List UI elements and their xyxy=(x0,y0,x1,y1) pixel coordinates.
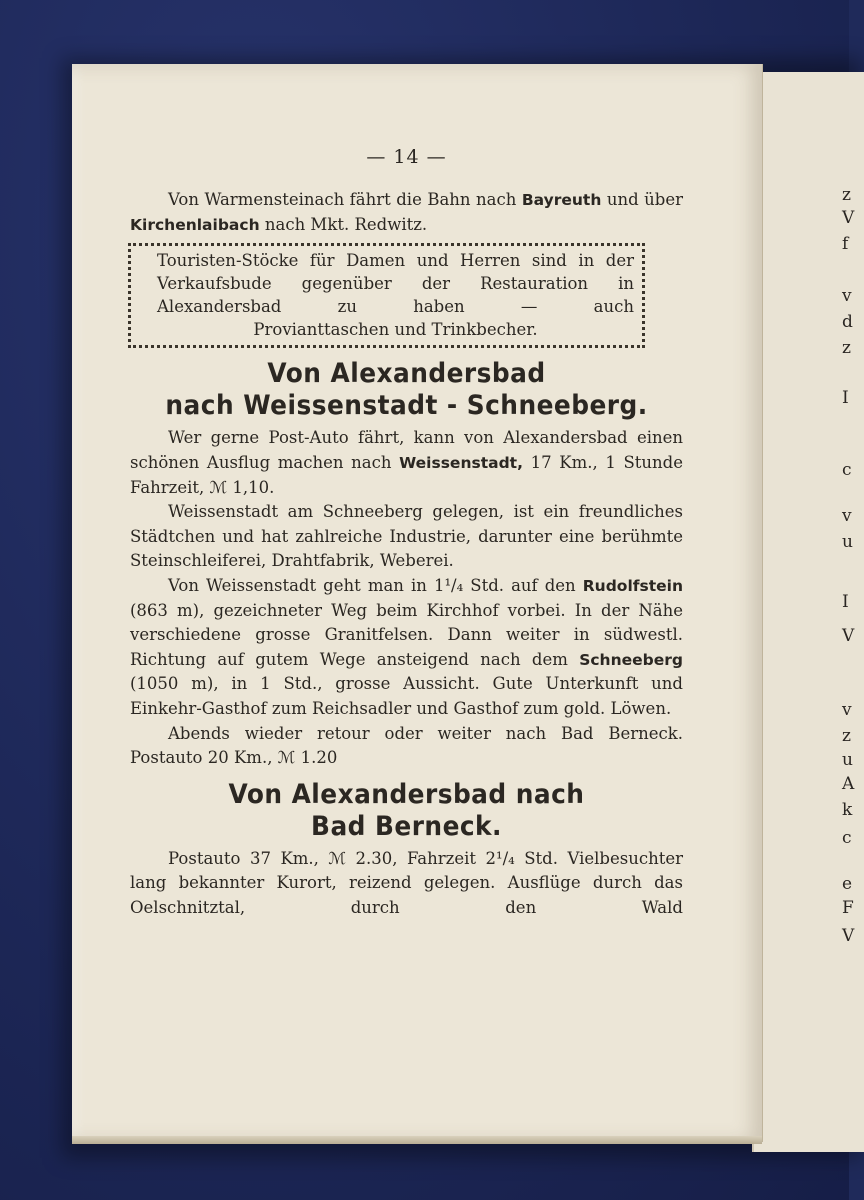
section2-paragraph-1: Postauto 37 Km., ℳ 2.30, Fahrzeit 2¹/₄ Std. Vielbesuchter lang bekannter Kurort, reizend gelegen. Ausflüge durch das Oelschnitztal, durch den Wald xyxy=(130,848,683,917)
section2-heading-line1: Von Alexandersbad nach xyxy=(228,778,585,810)
next-page-fragment: V xyxy=(842,626,855,646)
next-page-fragment: A xyxy=(842,774,855,794)
section1-paragraph-2: Weissenstadt am Schneeberg gelegen, ist ein freundliches Städtchen und hat zahlreiche Industrie, darunter eine berühmte Steinschleiferei, Drahtfabrik, Weberei. xyxy=(130,502,683,571)
next-page-fragment: F xyxy=(842,898,854,918)
next-page-fragment: z xyxy=(842,726,851,746)
next-page-fragment: I xyxy=(842,592,849,612)
next-page-fragment: k xyxy=(842,800,853,820)
section1-p3-text-3: (1050 m), in 1 Std., grosse Aussicht. Gute Unterkunft und Einkehr-Gasthof zum Reichsadler und Gasthof zum gold. Löwen. xyxy=(130,674,683,718)
page-content xyxy=(130,140,683,920)
next-page-fragment: u xyxy=(842,750,853,770)
next-page-fragment: c xyxy=(842,460,852,480)
place-weissenstadt: Weissenstadt, xyxy=(399,453,523,472)
intro-text-2: und über xyxy=(606,190,684,209)
place-bayreuth: Bayreuth xyxy=(521,191,602,209)
place-rudolfstein: Rudolfstein xyxy=(582,576,683,595)
section1-p3-text-1: Von Weissenstadt geht man in 1¹/₄ Std. auf den xyxy=(168,575,576,595)
section1-p3-text-2: (863 m), gezeichneter Weg beim Kirchhof vorbei. In der Nähe verschiedene grosse Granitfelsen. Dann weiter in südwestl. Richtung auf gutem Wege ansteigend nach dem xyxy=(130,600,683,669)
section1-p1-text-1: Wer gerne Post-Auto fährt, kann von Alexandersbad einen schönen Ausflug machen nach xyxy=(130,428,683,472)
next-page-fragment: d xyxy=(842,312,853,332)
next-page-fragment: V xyxy=(842,208,855,228)
intro-text-1: Von Warmensteinach fährt die Bahn nach xyxy=(168,190,517,209)
next-page-fragment: z xyxy=(842,185,851,205)
intro-text-3: nach Mkt. Redwitz. xyxy=(264,214,428,234)
section2-heading xyxy=(152,779,661,843)
next-page-fragment: z xyxy=(842,338,851,358)
section2-heading-line2: Bad Berneck. xyxy=(311,810,502,842)
section1-heading-line2: nach Weissenstadt - Schneeberg. xyxy=(165,390,648,422)
next-page-fragment: v xyxy=(842,700,852,720)
next-page-fragment: e xyxy=(842,874,853,894)
section1-paragraph-4: Abends wieder retour oder weiter nach Bad Berneck. Postauto 20 Km., ℳ 1.20 xyxy=(130,723,683,768)
next-page-fragment: v xyxy=(842,286,852,306)
section1-paragraph-1 xyxy=(130,426,683,500)
next-page-fragment: v xyxy=(842,506,852,526)
next-page-fragment: u xyxy=(842,532,853,552)
page-bottom-edge xyxy=(72,1136,762,1144)
next-page-fragment: V xyxy=(842,926,855,946)
section1-p1-text-2: 17 Km., 1 Stunde Fahrzeit, ℳ 1,10. xyxy=(130,452,683,497)
next-page-fragment: I xyxy=(842,388,849,408)
place-schneeberg: Schneeberg xyxy=(579,650,683,669)
section1-heading-line1: Von Alexandersbad xyxy=(267,358,546,390)
next-page-fragment: c xyxy=(842,828,852,848)
intro-paragraph xyxy=(130,188,683,237)
next-page-edge xyxy=(752,72,864,1152)
notice-text: Touristen-Stöcke für Damen und Herren sind in der Verkaufsbude gegenüber der Restauration in Alexandersbad zu haben — auch xyxy=(157,251,634,316)
section1-heading xyxy=(152,358,661,422)
section1-paragraph-3 xyxy=(130,574,683,722)
page-number: — 14 — xyxy=(366,146,447,168)
next-page-fragment: f xyxy=(842,234,849,254)
place-kirchenlaibach: Kirchenlaibach xyxy=(130,215,260,234)
notice-box xyxy=(128,243,645,348)
notice-last-line: Provianttaschen und Trinkbecher. xyxy=(253,319,538,339)
